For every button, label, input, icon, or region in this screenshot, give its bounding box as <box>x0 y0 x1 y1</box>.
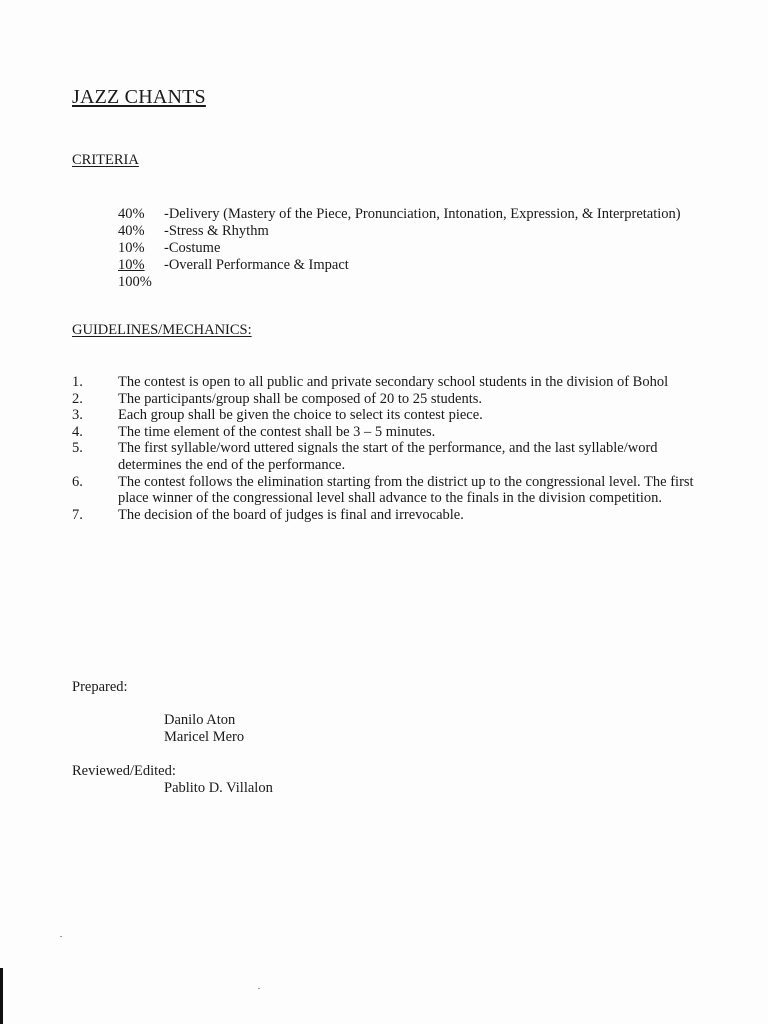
criteria-item <box>118 257 681 274</box>
guideline-number: 6. <box>72 473 83 490</box>
guideline-item <box>72 391 722 408</box>
guideline-number: 3. <box>72 407 83 424</box>
guideline-number: 2. <box>72 390 83 407</box>
preparer-name: Maricel Mero <box>164 729 245 745</box>
guideline-item <box>72 440 722 473</box>
guideline-number: 5. <box>72 440 83 457</box>
scan-speck <box>258 988 260 989</box>
guideline-text: The first syllable/word uttered signals the start of the performance, and the last syllable/word determines the end of the performance. <box>118 440 658 473</box>
guideline-number: 7. <box>72 506 83 523</box>
scan-edge-mark <box>0 968 3 1024</box>
guideline-item <box>72 507 722 524</box>
reviewed-label: Reviewed/Edited: <box>72 763 176 779</box>
guideline-text: The contest follows the elimination starting from the district up to the congressional level. The first place winner of the congressional level shall advance to the finals in the division competition. <box>118 473 694 507</box>
criteria-item <box>118 240 681 257</box>
criteria-list <box>118 206 681 291</box>
criteria-item <box>118 206 681 223</box>
criteria-item <box>118 223 681 240</box>
criteria-description: -Overall Performance & Impact <box>164 257 349 273</box>
criteria-heading: CRITERIA <box>72 152 139 168</box>
guideline-item <box>72 374 722 391</box>
criteria-percent: 40% <box>118 206 145 222</box>
guidelines-list <box>72 374 722 523</box>
guideline-number: 4. <box>72 423 83 440</box>
criteria-percent: 40% <box>118 223 145 239</box>
reviewer-name: Pablito D. Villalon <box>164 780 273 796</box>
guideline-text: The participants/group shall be composed of 20 to 25 students. <box>118 390 483 407</box>
guideline-text: The time element of the contest shall be 3 – 5 minutes. <box>118 423 436 440</box>
criteria-description: -Costume <box>164 240 221 256</box>
criteria-percent: 10% <box>118 240 145 256</box>
criteria-percent: 10% <box>118 257 145 273</box>
criteria-total: 100% <box>118 274 152 290</box>
guideline-item <box>72 424 722 441</box>
guideline-number: 1. <box>72 374 83 390</box>
guideline-item <box>72 407 722 424</box>
guideline-text: The contest is open to all public and private secondary school students in the division of Bohol <box>118 374 669 390</box>
criteria-total-row <box>118 274 681 291</box>
reviewed-names <box>164 780 273 797</box>
criteria-description: -Stress & Rhythm <box>164 223 269 239</box>
guidelines-heading: GUIDELINES/MECHANICS: <box>72 322 252 338</box>
page-title: JAZZ CHANTS <box>72 86 206 108</box>
prepared-names <box>164 712 244 746</box>
guideline-item <box>72 474 722 507</box>
preparer-name: Danilo Aton <box>164 712 236 728</box>
prepared-label: Prepared: <box>72 679 128 695</box>
guideline-text: Each group shall be given the choice to select its contest piece. <box>118 407 483 424</box>
criteria-description: -Delivery (Mastery of the Piece, Pronunciation, Intonation, Expression, & Interpretation) <box>164 206 681 222</box>
scan-speck <box>60 936 62 937</box>
guideline-text: The decision of the board of judges is final and irrevocable. <box>118 506 464 523</box>
